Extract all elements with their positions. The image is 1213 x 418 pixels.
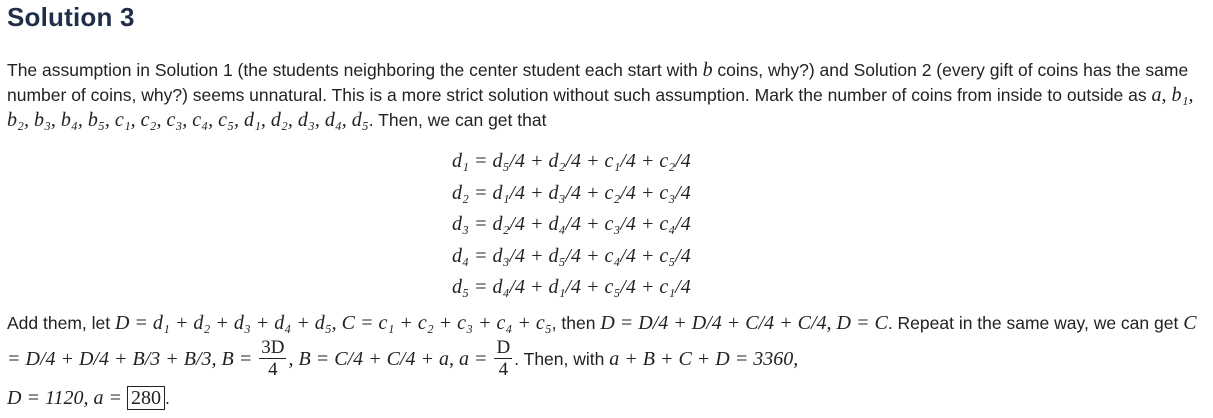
equation-d2: d₂ = d₁/4 + d₃/4 + c₂/4 + c₃/4 bbox=[452, 181, 691, 204]
section-title: Solution 3 bbox=[7, 2, 135, 32]
equation-system bbox=[452, 146, 691, 304]
conclusion-text-4: . Then, with bbox=[514, 349, 610, 370]
math-final-values: D = 1120, a = bbox=[7, 387, 127, 409]
math-var-b: b bbox=[702, 59, 713, 81]
fraction-numerator: D bbox=[496, 337, 511, 358]
math-d-equals-c: D = D/4 + D/4 + C/4 + C/4, D = C bbox=[600, 312, 888, 334]
intro-paragraph bbox=[7, 58, 1207, 133]
conclusion-text-2: , then bbox=[551, 313, 601, 333]
conclusion-text-3: . Repeat in the same way, we can get bbox=[887, 313, 1184, 333]
fraction-denominator: 4 bbox=[268, 359, 278, 380]
equation-d1: d₁ = d₅/4 + d₂/4 + c₁/4 + c₂/4 bbox=[452, 150, 691, 172]
math-c-relation: C = D/4 + D/4 + B/3 + B/3, B = bbox=[7, 312, 1197, 371]
intro-text-c: . Then, we can get that bbox=[368, 110, 547, 130]
conclusion-paragraph bbox=[7, 306, 1207, 415]
intro-text-a: The assumption in Solution 1 (the students neighboring the center student each start with bbox=[7, 60, 703, 80]
fraction-denominator: 4 bbox=[498, 359, 509, 380]
fraction-3d-over-4 bbox=[259, 338, 286, 379]
math-variable-list: a, b₁, b₂, b₃, b₄, b₅, c₁, c₂, c₃, c₄, c₅, d₁, d₂, d₃, d₄, d₅ bbox=[7, 84, 1194, 131]
math-sum-definitions: D = d₁ + d₂ + d₃ + d₄ + d₅, C = c₁ + c₂ + c₃ + c₄ + c₅ bbox=[114, 312, 552, 334]
equation-d5: d₅ = d₄/4 + d₁/4 + c₅/4 + c₁/4 bbox=[452, 276, 691, 298]
intro-text-b: coins, why?) and Solution 2 (every gift of coins has the same number of coins, why?) seems unnatural. This is a more strict solution without such assumption. Mark the number of coins from inside to outside as bbox=[7, 60, 1189, 105]
equation-d4: d₄ = d₃/4 + d₅/4 + c₄/4 + c₅/4 bbox=[452, 244, 691, 267]
fraction-d-over-4 bbox=[494, 338, 512, 379]
math-b-relation: , B = C/4 + C/4 + a, a = bbox=[288, 348, 493, 371]
equation-d3: d₃ = d₂/4 + d₄/4 + c₃/4 + c₄/4 bbox=[452, 213, 691, 235]
math-total-sum: a + B + C + D = 3360, bbox=[609, 348, 799, 371]
fraction-numerator: 3D bbox=[261, 337, 285, 358]
boxed-answer: 280 bbox=[127, 386, 165, 410]
conclusion-period: . bbox=[164, 388, 170, 408]
conclusion-text-1: Add them, let bbox=[7, 313, 115, 333]
